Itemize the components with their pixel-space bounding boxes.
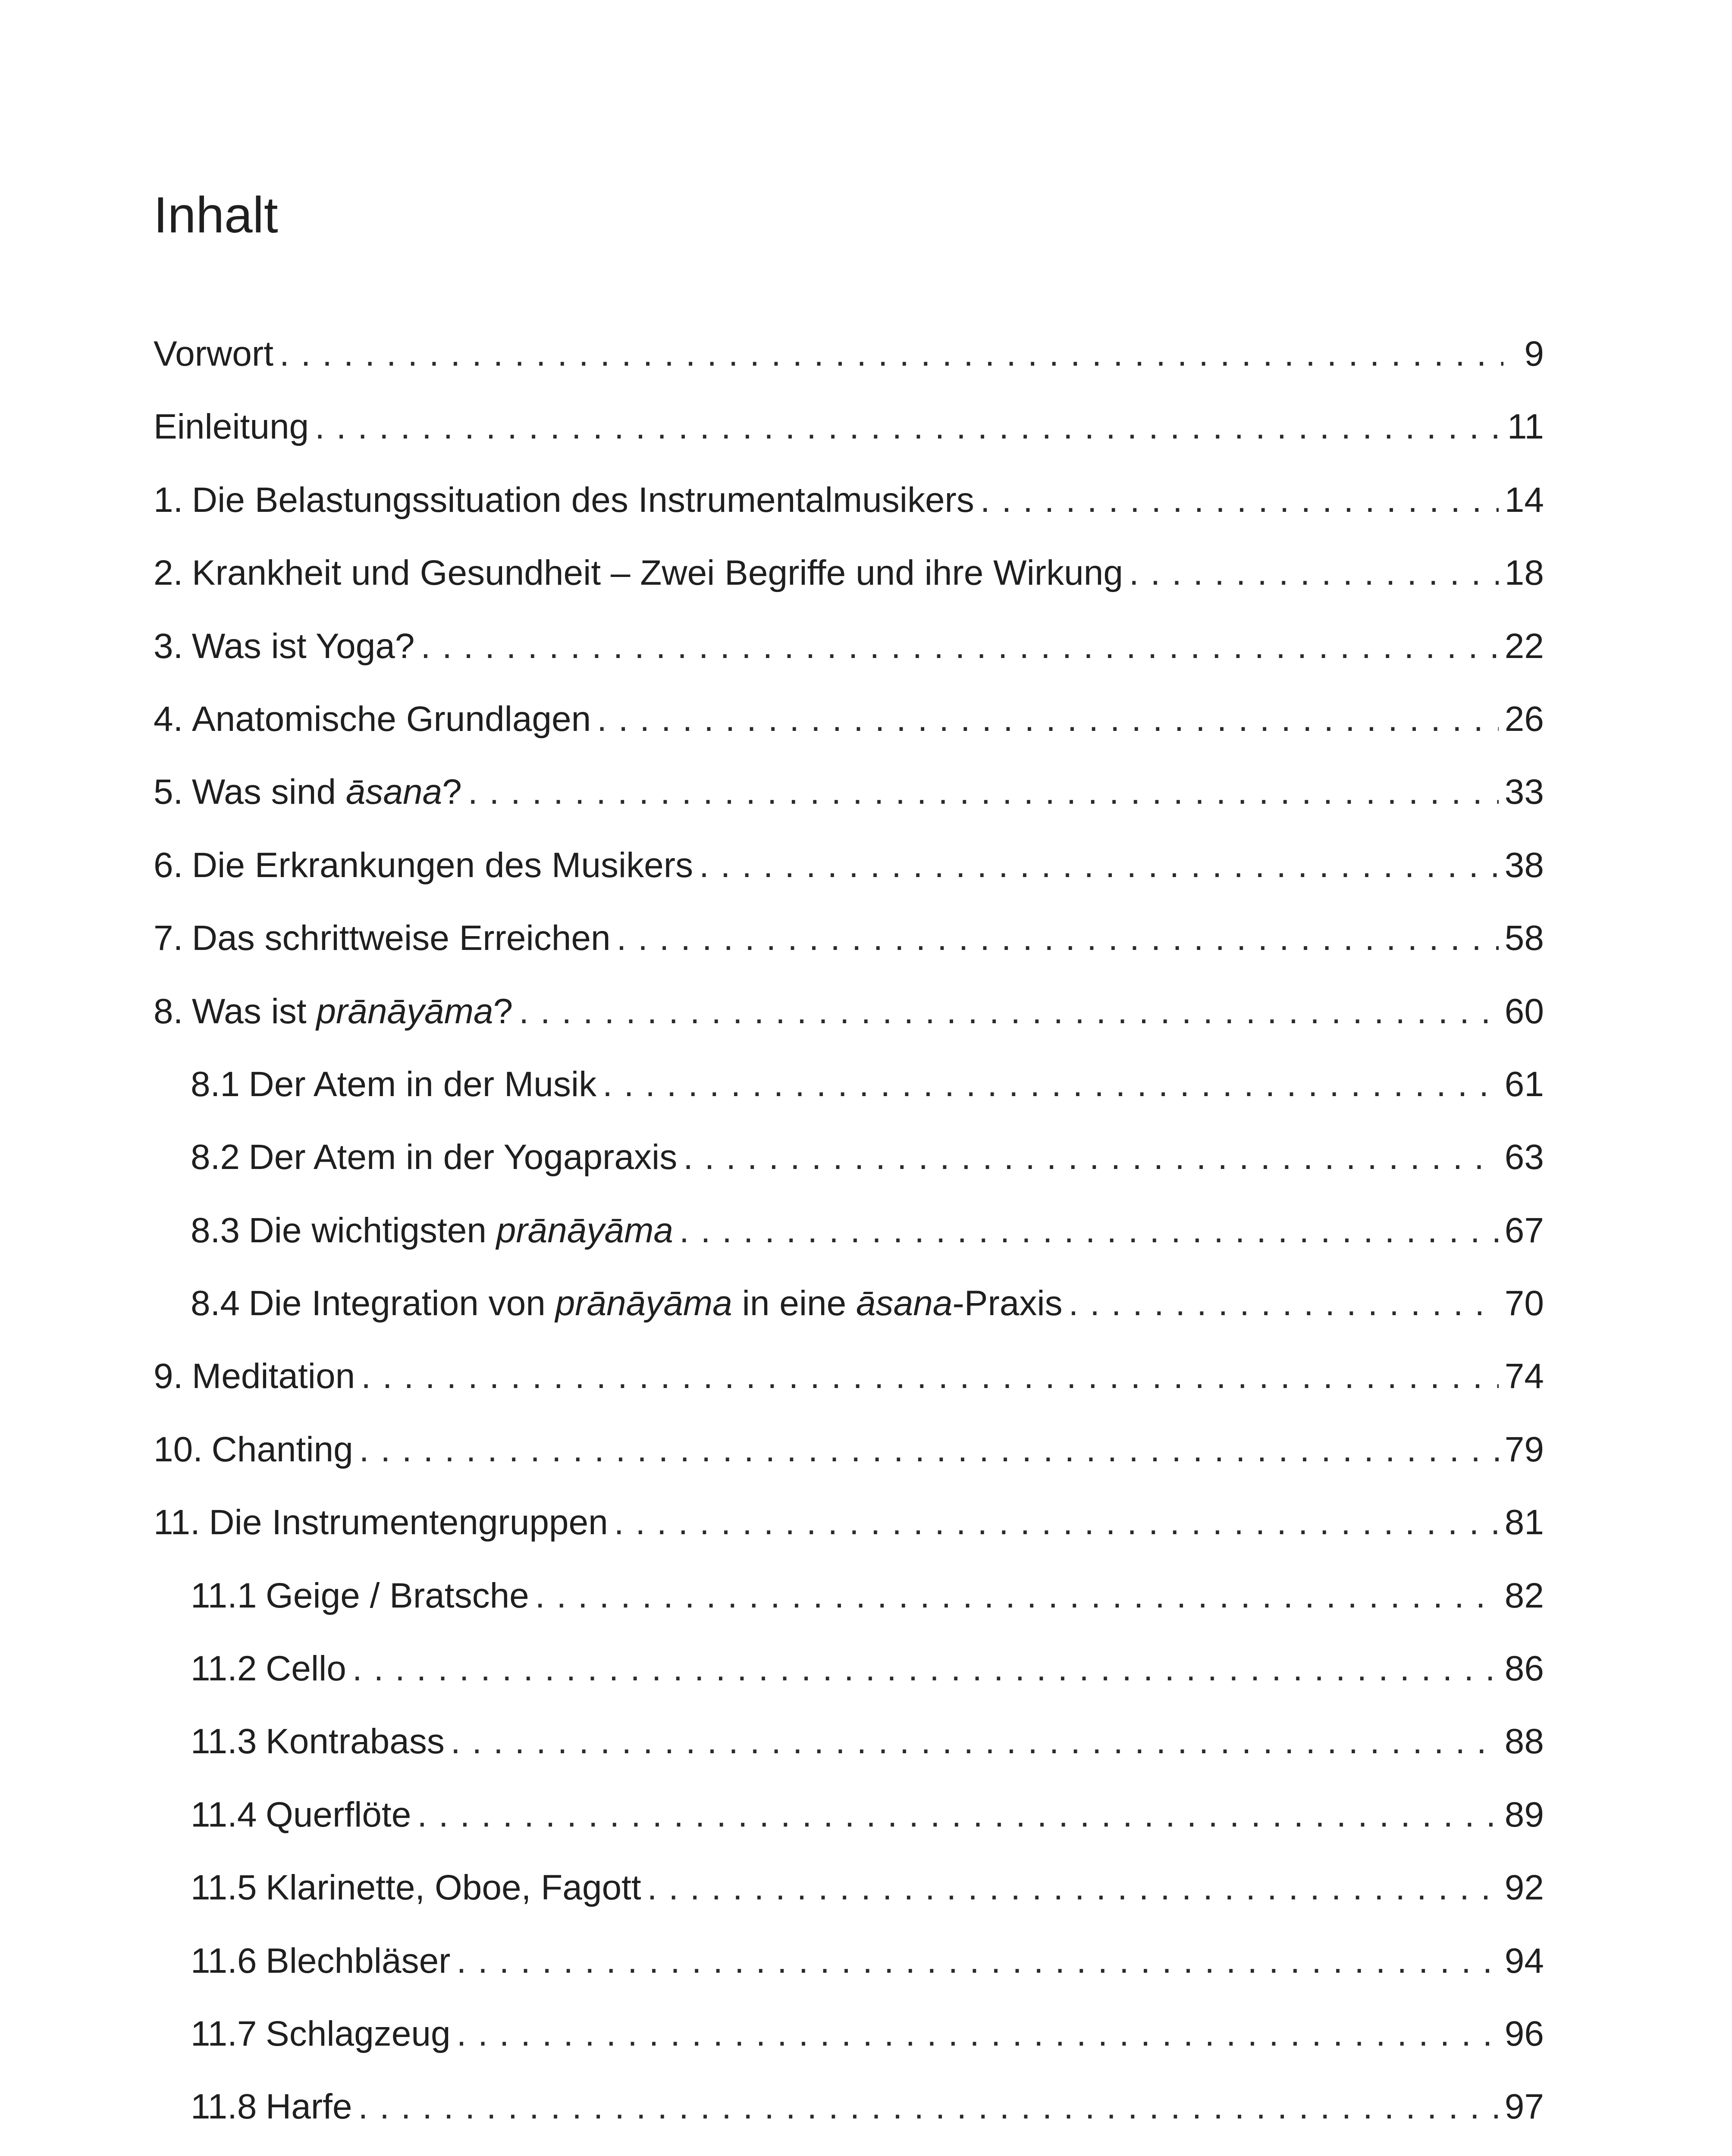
toc-entry-text: Der Atem in der Musik [248,1064,597,1104]
toc-page-number: 33 [1504,772,1544,812]
toc-entry-text: Querflöte [266,1795,411,1834]
toc-page-number: 9 [1524,334,1544,373]
toc-entry-title [191,1064,597,1104]
toc-page-number: 18 [1504,553,1544,593]
toc-entry-text: Krankheit und Gesundheit – Zwei Begriffe und ihre Wirkung [191,553,1123,593]
toc-subentry[interactable] [154,1651,1544,1724]
toc-subentry[interactable] [154,1870,1544,1943]
toc-page-number: 82 [1504,1576,1544,1615]
toc-entry-number: 11.2 [191,1649,257,1689]
toc-entry-number: 11.6 [191,1941,257,1981]
toc-entry[interactable] [154,409,1544,482]
toc-entry-title [191,2089,352,2125]
toc-entry-title [191,1943,450,1979]
toc-page-number: 89 [1504,1795,1544,1834]
dot-leader [456,1943,1498,1979]
toc-page-number: 94 [1504,1941,1544,1981]
toc-entry-text: Was sind [191,772,346,812]
toc-entry-text: Anatomische Grundlagen [191,699,591,739]
toc-entry-text: Meditation [191,1357,355,1396]
dot-leader [683,1140,1499,1175]
toc-entry-number: 8.3 [191,1210,240,1250]
toc-page-number: 67 [1504,1210,1544,1250]
toc-entry-number: 7. [154,918,183,958]
toc-entry-number: 11.4 [191,1795,257,1834]
toc-entry-number: 10. [154,1429,203,1469]
dot-leader [1129,555,1499,591]
toc-entry[interactable] [154,480,1544,555]
dot-leader [617,921,1499,956]
toc-page-number: 63 [1504,1138,1544,1177]
page-title: Inhalt [154,187,278,244]
toc-entry-title [191,1868,641,1908]
toc-entry-title [154,480,974,520]
toc-subentry[interactable] [154,1286,1544,1359]
toc-entry-title [191,1286,1063,1321]
dot-leader [358,2089,1499,2125]
toc-entry[interactable] [154,626,1544,702]
dot-leader [451,1724,1499,1759]
toc-entry-title [154,845,693,885]
toc-entry-title [154,774,462,810]
toc-entry-number: 8.2 [191,1138,240,1177]
dot-leader [699,848,1499,883]
toc-entry-text: Kontrabass [266,1722,445,1761]
toc-page-number: 58 [1504,918,1544,958]
toc-entry-italic-term: āsana [856,1284,953,1323]
toc-entry-text: Das schrittweise Erreichen [191,918,611,958]
toc-entry[interactable] [154,845,1544,921]
toc-entry-italic-term: āsana [345,772,442,812]
toc-entry-title [154,409,309,445]
toc-page-number: 81 [1504,1503,1544,1542]
toc-entry-text: Geige / Bratsche [266,1576,529,1615]
toc-entry-number: 8.4 [191,1284,240,1323]
toc-entry-text: Schlagzeug [266,2014,451,2053]
dot-leader [352,1651,1499,1686]
toc-entry-number: 9. [154,1357,183,1396]
toc-entry-title [191,1140,677,1175]
toc-entry-text: Die Erkrankungen des Musikers [191,845,693,885]
toc-entry-text: in eine [732,1284,857,1323]
dot-leader [647,1870,1499,1905]
toc-page-number: 88 [1504,1722,1544,1761]
toc-entry-title [154,626,415,666]
toc-subentry[interactable] [154,2089,1544,2156]
toc-entry[interactable] [154,991,1544,1067]
toc-entry-text: Die Belastungssituation des Instrumentalmusikers [191,480,974,520]
toc-page-number: 11 [1507,407,1544,447]
toc-entry-text: Harfe [266,2087,352,2127]
toc-entry-italic-term: prānāyāma [496,1210,673,1250]
toc-page-number: 38 [1504,845,1544,885]
toc-subentry[interactable] [154,1724,1544,1797]
toc-entry[interactable] [154,1429,1544,1505]
toc-subentry[interactable] [154,1140,1544,1213]
toc-entry[interactable] [154,918,1544,993]
toc-entry[interactable] [154,336,1544,409]
toc-entry-number: 4. [154,699,183,739]
toc-entry-italic-term: prānāyāma [316,991,493,1031]
toc-entry-text: Die wichtigsten [248,1210,496,1250]
toc-subentry[interactable] [154,1943,1544,2016]
toc-entry-title [154,555,1123,591]
toc-entry-title [154,918,611,958]
toc-entry-text: Der Atem in der Yogapraxis [248,1138,678,1177]
toc-page-number: 14 [1504,480,1544,520]
toc-page-number: 61 [1504,1064,1544,1104]
table-of-contents [154,336,1544,2156]
toc-entry-title [154,1359,355,1394]
toc-page-number: 60 [1504,991,1544,1031]
toc-entry-number: 11.3 [191,1722,257,1761]
dot-leader [597,702,1499,737]
toc-entry-text: -Praxis [952,1284,1063,1323]
toc-subentry[interactable] [154,1797,1544,1870]
toc-entry-text: Chanting [211,1429,353,1469]
toc-subentry[interactable] [154,1210,1544,1286]
toc-entry-text: Klarinette, Oboe, Fagott [266,1868,641,1908]
toc-entry-number: 1. [154,480,183,520]
toc-page-number: 79 [1504,1429,1544,1469]
dot-leader [417,1797,1498,1833]
toc-entry[interactable] [154,774,1544,847]
toc-entry-title [191,1649,346,1689]
dot-leader [679,1213,1499,1248]
toc-page-number: 26 [1504,699,1544,739]
toc-entry-number: 11.7 [191,2014,257,2053]
toc-entry[interactable] [154,699,1544,774]
dot-leader [457,2016,1499,2052]
toc-entry[interactable] [154,555,1544,628]
toc-entry-number: 5. [154,772,183,812]
dot-leader [361,1359,1499,1394]
dot-leader [602,1067,1499,1102]
toc-entry-number: 2. [154,553,183,593]
toc-entry-number: 11. [154,1503,200,1542]
dot-leader [535,1578,1499,1614]
toc-entry-number: 8.1 [191,1064,240,1104]
dot-leader [468,774,1499,810]
toc-entry-number: 8. [154,991,183,1031]
toc-entry-text: Blechbläser [266,1941,451,1981]
dot-leader [359,1432,1499,1467]
toc-page-number: 74 [1504,1357,1544,1396]
toc-subentry[interactable] [154,1578,1544,1651]
toc-entry-title [191,1797,411,1833]
dot-leader [1069,1286,1499,1321]
toc-entry-title [191,1724,445,1759]
toc-subentry[interactable] [154,2016,1544,2089]
dot-leader [279,336,1503,372]
toc-entry-title [191,1578,529,1614]
toc-entry-title [154,991,513,1031]
toc-entry-italic-term: prānāyāma [555,1284,732,1323]
toc-entry-text: Die Instrumentengruppen [209,1503,608,1542]
toc-page-number: 92 [1504,1868,1544,1908]
toc-subentry[interactable] [154,1064,1544,1140]
dot-leader [614,1505,1499,1540]
toc-entry-number: 11.1 [191,1576,257,1615]
toc-entry[interactable] [154,1505,1544,1578]
toc-entry-title [154,1505,608,1540]
toc-entry-text: ? [493,991,513,1031]
toc-entry-number: 11.5 [191,1868,257,1908]
toc-entry-text: Die Integration von [248,1284,555,1323]
toc-entry-number: 11.8 [191,2087,257,2127]
toc-entry[interactable] [154,1359,1544,1432]
dot-leader [421,629,1499,664]
toc-entry-text: ? [442,772,462,812]
dot-leader [519,994,1499,1029]
toc-page-number: 70 [1504,1284,1544,1323]
toc-entry-title [191,2016,451,2052]
toc-entry-text: Cello [266,1649,346,1689]
toc-entry-text: Einleitung [154,407,309,447]
toc-page-number: 86 [1504,1649,1544,1689]
toc-entry-title [191,1210,673,1250]
toc-entry-text: Was ist Yoga? [191,626,415,666]
toc-page-number: 97 [1504,2087,1544,2127]
toc-entry-title [154,336,273,372]
toc-entry-title [154,699,591,739]
toc-page-number: 22 [1504,626,1544,666]
dot-leader [980,483,1499,518]
toc-entry-number: 3. [154,626,183,666]
toc-entry-text: Was ist [191,991,317,1031]
toc-entry-number: 6. [154,845,183,885]
toc-entry-text: Vorwort [154,334,273,373]
dot-leader [315,409,1501,445]
toc-entry-title [154,1429,353,1469]
toc-page-number: 96 [1504,2014,1544,2053]
